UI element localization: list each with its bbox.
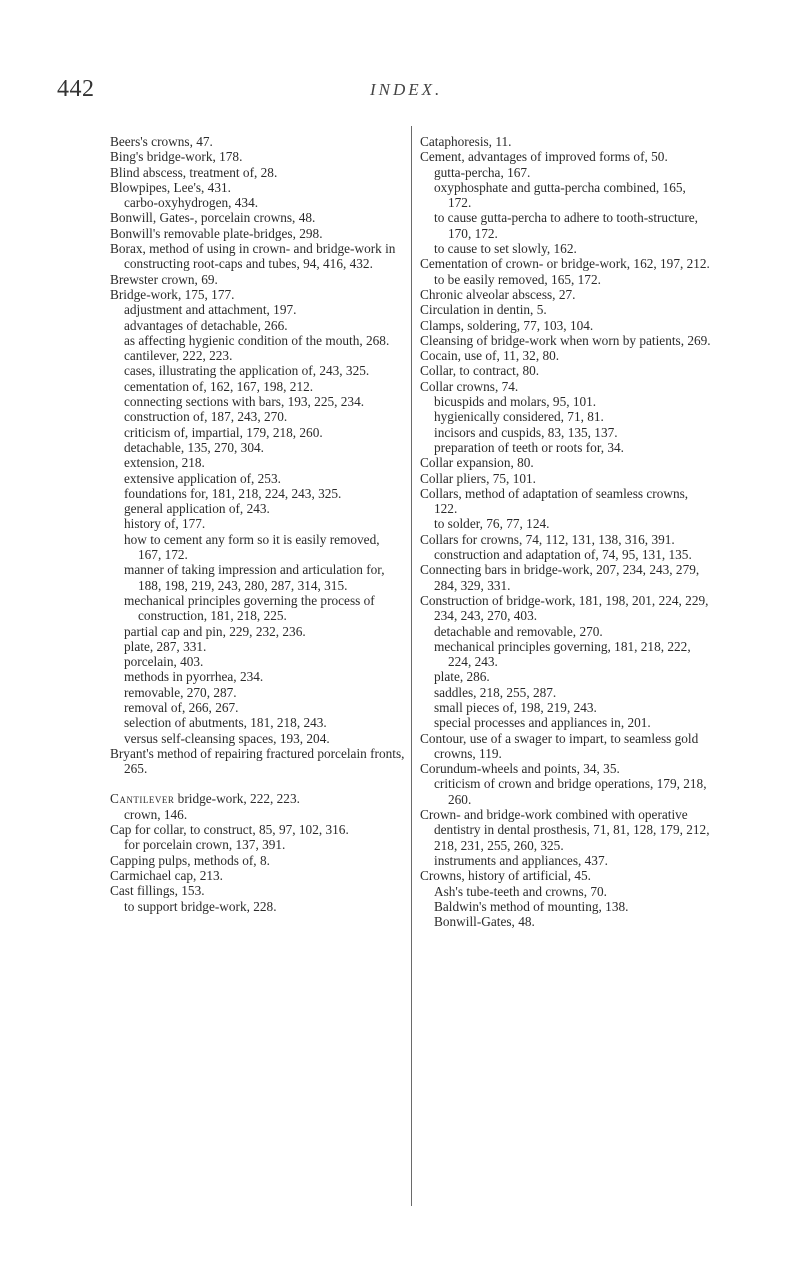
- index-subentry: versus self-cleansing spaces, 193, 204.: [124, 730, 330, 746]
- index-subentry: incisors and cuspids, 83, 135, 137.: [434, 424, 618, 440]
- index-subentry: bicuspids and molars, 95, 101.: [434, 394, 597, 410]
- index-entry: Circulation in dentin, 5.: [420, 302, 547, 318]
- index-subentry: selection of abutments, 181, 218, 243.: [124, 715, 327, 731]
- index-entry: Collars for crowns, 74, 112, 131, 138, 316, 391.: [420, 531, 675, 547]
- index-subentry: preparation of teeth or roots for, 34.: [434, 439, 624, 455]
- index-subentry: to solder, 76, 77, 124.: [434, 516, 550, 532]
- index-entry: Beers's crowns, 47.: [110, 134, 213, 149]
- index-subentry: special processes and appliances in, 201.: [434, 715, 651, 731]
- index-entry: Cataphoresis, 11.: [420, 134, 512, 149]
- index-subentry: general application of, 243.: [124, 501, 270, 517]
- index-subentry: cantilever, 222, 223.: [124, 348, 233, 364]
- index-subentry: cementation of, 162, 167, 198, 212.: [124, 378, 314, 394]
- index-entry: Clamps, soldering, 77, 103, 104.: [420, 317, 594, 333]
- index-subentry: saddles, 218, 255, 287.: [434, 684, 557, 700]
- index-subentry: methods in pyorrhea, 234.: [124, 669, 264, 685]
- index-entry: Bridge-work, 175, 177.: [110, 286, 235, 302]
- index-entry: Contour, use of a swager to impart, to seamless gold crowns, 119.: [420, 730, 699, 761]
- index-entry: Cementation of crown- or bridge-work, 162, 197, 212.: [420, 256, 710, 272]
- index-subentry: crown, 146.: [124, 806, 188, 822]
- index-entry: Crowns, history of artificial, 45.: [420, 868, 591, 884]
- index-subentry: as affecting hygienic condition of the mouth, 268.: [124, 332, 390, 348]
- index-subentry: how to cement any form so it is easily removed, 167, 172.: [124, 531, 380, 563]
- index-entry: Borax, method of using in crown- and bridge-work in constructing root-caps and tubes, 94, 416, 432.: [110, 241, 396, 272]
- index-subentry: extension, 218.: [124, 455, 205, 471]
- index-subentry: to cause to set slowly, 162.: [434, 241, 577, 257]
- index-subentry: plate, 286.: [434, 669, 490, 685]
- index-entry: Collars, method of adaptation of seamless crowns, 122.: [420, 485, 689, 517]
- index-subentry: mechanical principles governing the process of construction, 181, 218, 225.: [124, 592, 375, 624]
- index-subentry: carbo-oxyhydrogen, 434.: [124, 195, 259, 211]
- index-entry: Chronic alveolar abscess, 27.: [420, 286, 576, 302]
- index-entry: Connecting bars in bridge-work, 207, 234, 243, 279, 284, 329, 331.: [420, 562, 700, 593]
- index-subentry: criticism of, impartial, 179, 218, 260.: [124, 424, 323, 440]
- index-entry: Bing's bridge-work, 178.: [110, 149, 243, 165]
- index-entry: Corundum-wheels and points, 34, 35.: [420, 761, 620, 777]
- index-entry: Cap for collar, to construct, 85, 97, 102, 316.: [110, 822, 349, 838]
- running-head: INDEX.: [370, 80, 443, 99]
- index-subentry: plate, 287, 331.: [124, 638, 207, 654]
- index-entry: Collar, to contract, 80.: [420, 363, 540, 379]
- index-subentry: criticism of crown and bridge operations, 179, 218, 260.: [434, 776, 707, 807]
- index-subentry: to support bridge-work, 228.: [124, 898, 277, 914]
- index-entry: Collar pliers, 75, 101.: [420, 470, 536, 486]
- index-subentry: instruments and appliances, 437.: [434, 852, 608, 868]
- index-subentry: removable, 270, 287.: [124, 684, 237, 700]
- column-divider: [411, 126, 412, 1206]
- index-entry: Blowpipes, Lee's, 431.: [110, 179, 231, 195]
- index-entry: Cleansing of bridge-work when worn by patients, 269.: [420, 332, 711, 348]
- page-number: 442: [57, 76, 95, 102]
- index-entry: Bryant's method of repairing fractured porcelain fronts, 265.: [110, 745, 405, 777]
- index-subentry: connecting sections with bars, 193, 225, 234.: [124, 394, 365, 410]
- index-entry: Cantilever bridge-work, 222, 223.: [110, 791, 300, 807]
- index-subentry: detachable and removable, 270.: [434, 623, 603, 639]
- index-subentry: partial cap and pin, 229, 232, 236.: [124, 623, 306, 639]
- index-entry: Collar expansion, 80.: [420, 455, 534, 471]
- index-subentry: Bonwill-Gates, 48.: [434, 914, 535, 930]
- index-entry: Construction of bridge-work, 181, 198, 201, 224, 229, 234, 243, 270, 403.: [420, 592, 709, 624]
- index-column-right: [420, 134, 712, 929]
- index-entry: Blind abscess, treatment of, 28.: [110, 164, 278, 180]
- index-subentry: gutta-percha, 167.: [434, 164, 531, 180]
- index-subentry: detachable, 135, 270, 304.: [124, 439, 264, 455]
- index-entry: Brewster crown, 69.: [110, 271, 218, 287]
- index-subentry: history of, 177.: [124, 516, 206, 532]
- index-subentry: small pieces of, 198, 219, 243.: [434, 699, 597, 715]
- index-subentry: advantages of detachable, 266.: [124, 317, 288, 333]
- index-subentry: extensive application of, 253.: [124, 470, 281, 486]
- index-entry: Carmichael cap, 213.: [110, 867, 223, 883]
- index-subentry: foundations for, 181, 218, 224, 243, 325.: [124, 485, 342, 501]
- index-subentry: Ash's tube-teeth and crowns, 70.: [434, 883, 608, 899]
- index-entry: Crown- and bridge-work combined with operative dentistry in dental prosthesis, 71, 81, 128, 179, 212, 218, 231, 255, 260, 325.: [420, 807, 710, 853]
- index-subentry: to be easily removed, 165, 172.: [434, 271, 601, 287]
- index-subentry: construction and adaptation of, 74, 95, 131, 135.: [434, 547, 692, 563]
- index-subentry: oxyphosphate and gutta-percha combined, 165, 172.: [434, 179, 686, 211]
- index-subentry: construction of, 187, 243, 270.: [124, 409, 288, 425]
- index-subentry: for porcelain crown, 137, 391.: [124, 837, 286, 853]
- index-entry: Cement, advantages of improved forms of, 50.: [420, 149, 668, 165]
- index-column-left: [110, 134, 406, 914]
- index-subentry: manner of taking impression and articulation for, 188, 198, 219, 243, 280, 287, 314, 315.: [124, 562, 385, 593]
- index-subentry: to cause gutta-percha to adhere to tooth-structure, 170, 172.: [434, 210, 698, 241]
- index-subentry: Baldwin's method of mounting, 138.: [434, 898, 629, 914]
- index-subentry: porcelain, 403.: [124, 654, 204, 670]
- index-subentry: adjustment and attachment, 197.: [124, 302, 297, 318]
- index-subentry: mechanical principles governing, 181, 218, 222, 224, 243.: [434, 638, 691, 670]
- index-subentry: removal of, 266, 267.: [124, 699, 239, 715]
- index-entry: Collar crowns, 74.: [420, 378, 519, 394]
- index-entry: Cast fillings, 153.: [110, 883, 205, 899]
- index-entry: Bonwill's removable plate-bridges, 298.: [110, 225, 323, 241]
- index-entry: Bonwill, Gates-, porcelain crowns, 48.: [110, 210, 316, 226]
- index-subentry: cases, illustrating the application of, 243, 325.: [124, 363, 370, 379]
- index-subentry: hygienically considered, 71, 81.: [434, 409, 604, 425]
- index-entry: Capping pulps, methods of, 8.: [110, 852, 270, 868]
- index-entry: Cocain, use of, 11, 32, 80.: [420, 348, 560, 364]
